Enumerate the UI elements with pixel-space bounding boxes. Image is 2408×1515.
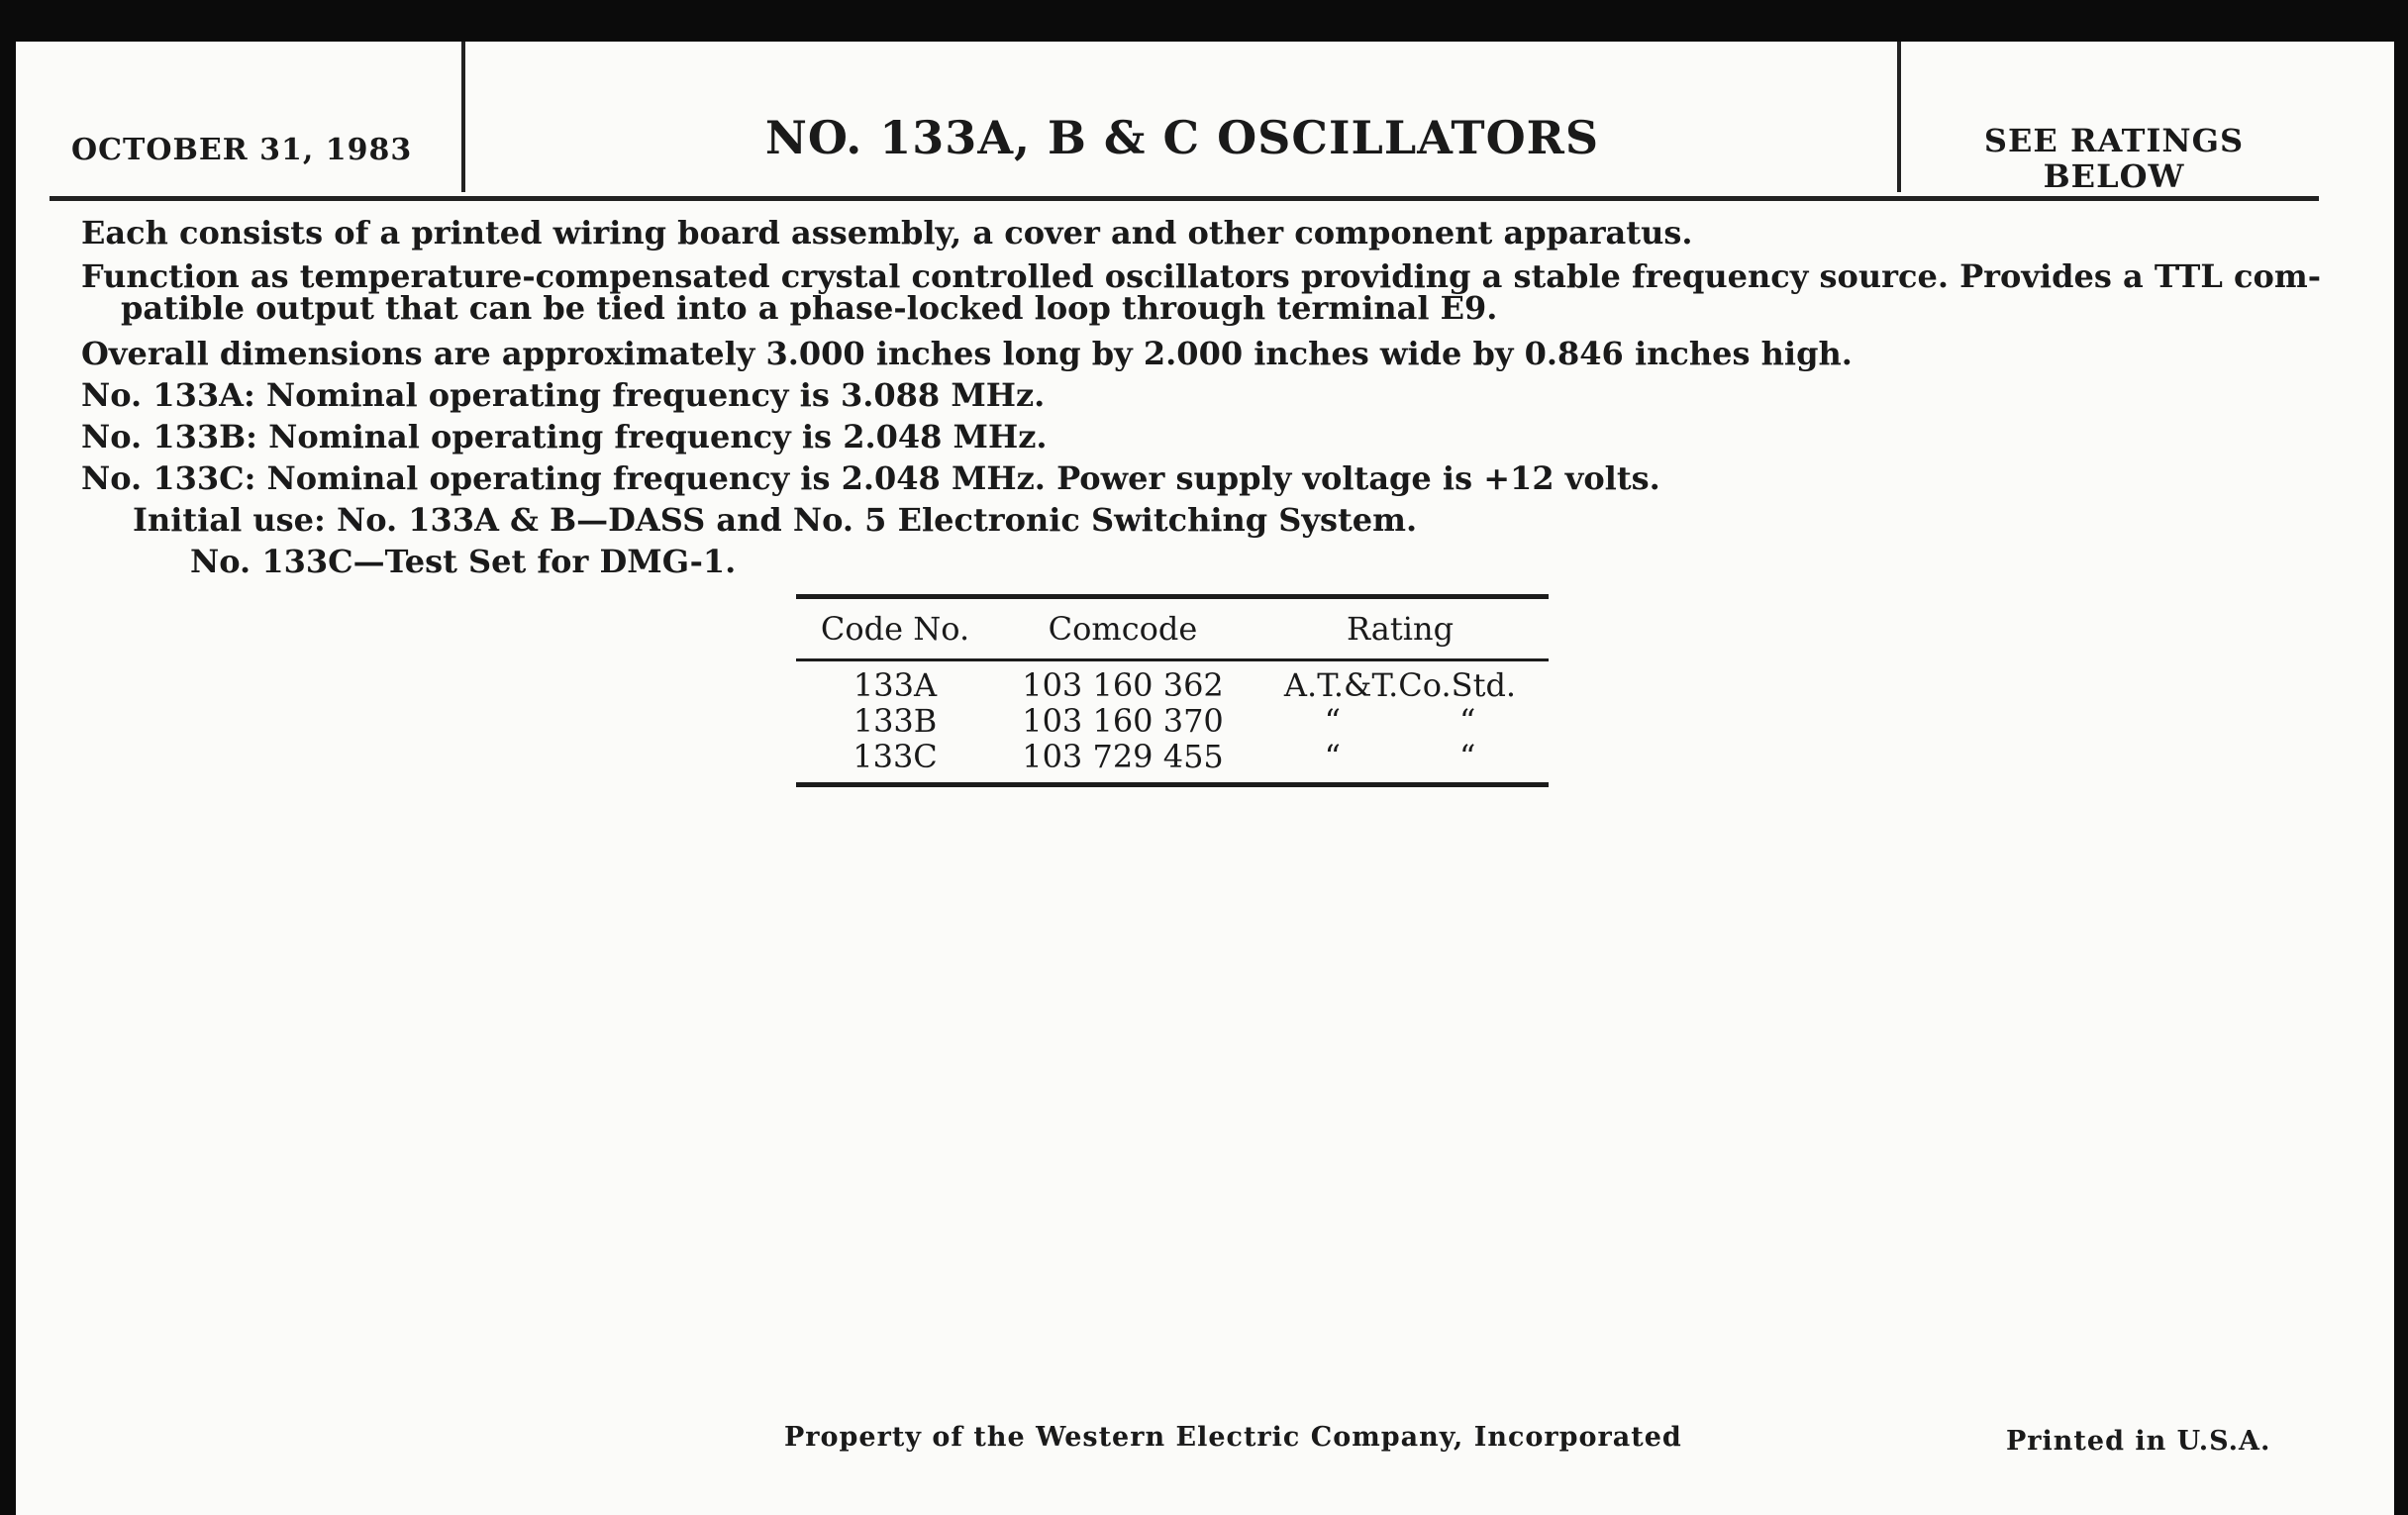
table-header <box>796 599 1549 658</box>
ditto-mark: “ <box>1324 702 1341 740</box>
paragraph-dimensions: Overall dimensions are approximately 3.000 inches long by 2.000 inches wide by 0.846 inches high. <box>81 335 1853 372</box>
paragraph-function-line2: patible output that can be tied into a phase-locked loop through terminal E9. <box>121 289 1498 327</box>
ratings-note-line1: SEE RATINGS <box>1983 122 2245 159</box>
cell-code: 133B <box>853 702 938 740</box>
footer-printed: Printed in U.S.A. <box>2006 1426 2271 1457</box>
paragraph-test-set: No. 133C—Test Set for DMG-1. <box>190 543 737 580</box>
page-title: NO. 133A, B & C OSCILLATORS <box>764 111 1600 164</box>
table-row <box>796 703 1549 739</box>
column-header-rating: Rating <box>1346 610 1455 648</box>
document-date: OCTOBER 31, 1983 <box>71 133 413 167</box>
paragraph-133c: No. 133C: Nominal operating frequency is 2.048 MHz. Power supply voltage is +12 volts. <box>81 459 1660 497</box>
table-bottom-rule <box>796 782 1549 787</box>
column-header-comcode: Comcode <box>1048 610 1198 648</box>
cell-rating-ditto <box>1252 703 1549 739</box>
paragraph-initial-use: Initial use: No. 133A & B—DASS and No. 5 Electronic Switching System. <box>133 501 1418 539</box>
header-divider-left <box>461 42 465 192</box>
cell-rating: A.T.&T.Co.Std. <box>1283 666 1517 704</box>
paragraph-133b: No. 133B: Nominal operating frequency is 2.048 MHz. <box>81 418 1048 455</box>
ditto-mark: “ <box>1459 702 1476 740</box>
ditto-mark: “ <box>1324 738 1341 775</box>
paragraph-function-line1: Function as temperature-compensated crystal controlled oscillators providing a stable frequency source. Provides a TTL com- <box>81 257 2321 295</box>
scan-edge <box>2394 0 2408 1515</box>
paragraph-function <box>81 257 2321 327</box>
cell-comcode: 103 729 455 <box>1022 738 1224 775</box>
ratings-table <box>796 594 1549 787</box>
cell-code: 133C <box>853 738 938 775</box>
cell-comcode: 103 160 370 <box>1022 702 1224 740</box>
table-body <box>796 661 1549 782</box>
cell-comcode: 103 160 362 <box>1022 666 1224 704</box>
cell-rating-ditto <box>1252 739 1549 774</box>
ratings-note-line2: BELOW <box>2043 157 2185 195</box>
header-rule <box>50 196 2319 201</box>
ditto-mark: “ <box>1459 738 1476 775</box>
table-row <box>796 739 1549 774</box>
paragraph-construction: Each consists of a printed wiring board assembly, a cover and other component apparatus. <box>81 214 1693 252</box>
column-header-code: Code No. <box>820 610 970 648</box>
paragraph-133a: No. 133A: Nominal operating frequency is 3.088 MHz. <box>81 376 1046 414</box>
footer-property: Property of the Western Electric Company, Incorporated <box>784 1422 1682 1453</box>
cell-code: 133A <box>853 666 938 704</box>
table-row <box>796 667 1549 703</box>
ratings-note <box>1901 123 2327 194</box>
